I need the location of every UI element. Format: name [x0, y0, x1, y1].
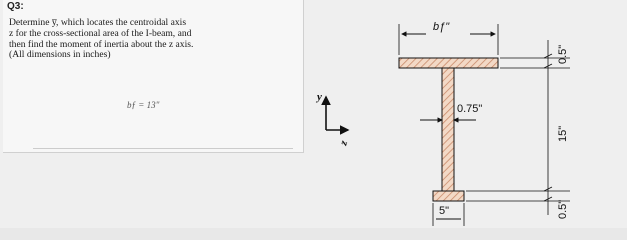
- coordinate-axes: [315, 91, 351, 148]
- web-thickness-label: 0.75": [457, 103, 483, 115]
- bottom-flange: [433, 191, 464, 201]
- y-axis-label: y: [317, 91, 322, 103]
- problem-line-2: z for the cross-sectional area of the I-beam, and: [9, 27, 192, 39]
- bottom-flange-width-dimension: [433, 203, 464, 226]
- problem-line-3: then find the moment of inertia about the z axis.: [9, 38, 194, 50]
- top-flange: [399, 58, 498, 68]
- top-flange-thickness-label: 0.5": [557, 44, 569, 64]
- web-height-label: 15": [557, 125, 569, 142]
- problem-line-4: (All dimensions in inches): [9, 49, 111, 61]
- web: [442, 68, 454, 191]
- flange-width-dimension: [399, 21, 498, 55]
- question-label: Q3:: [7, 1, 24, 12]
- z-axis-label: z: [337, 138, 351, 148]
- bottom-flange-width-label: 5": [439, 205, 450, 217]
- flange-width-given-value: bƒ = 13": [127, 100, 160, 110]
- i-beam-section: [399, 58, 498, 201]
- bottom-flange-thickness-label: 0.5": [557, 199, 569, 219]
- flange-width-label: bƒ": [433, 21, 450, 33]
- problem-line-1: Determine y̅, which locates the centroidal axis: [9, 17, 187, 28]
